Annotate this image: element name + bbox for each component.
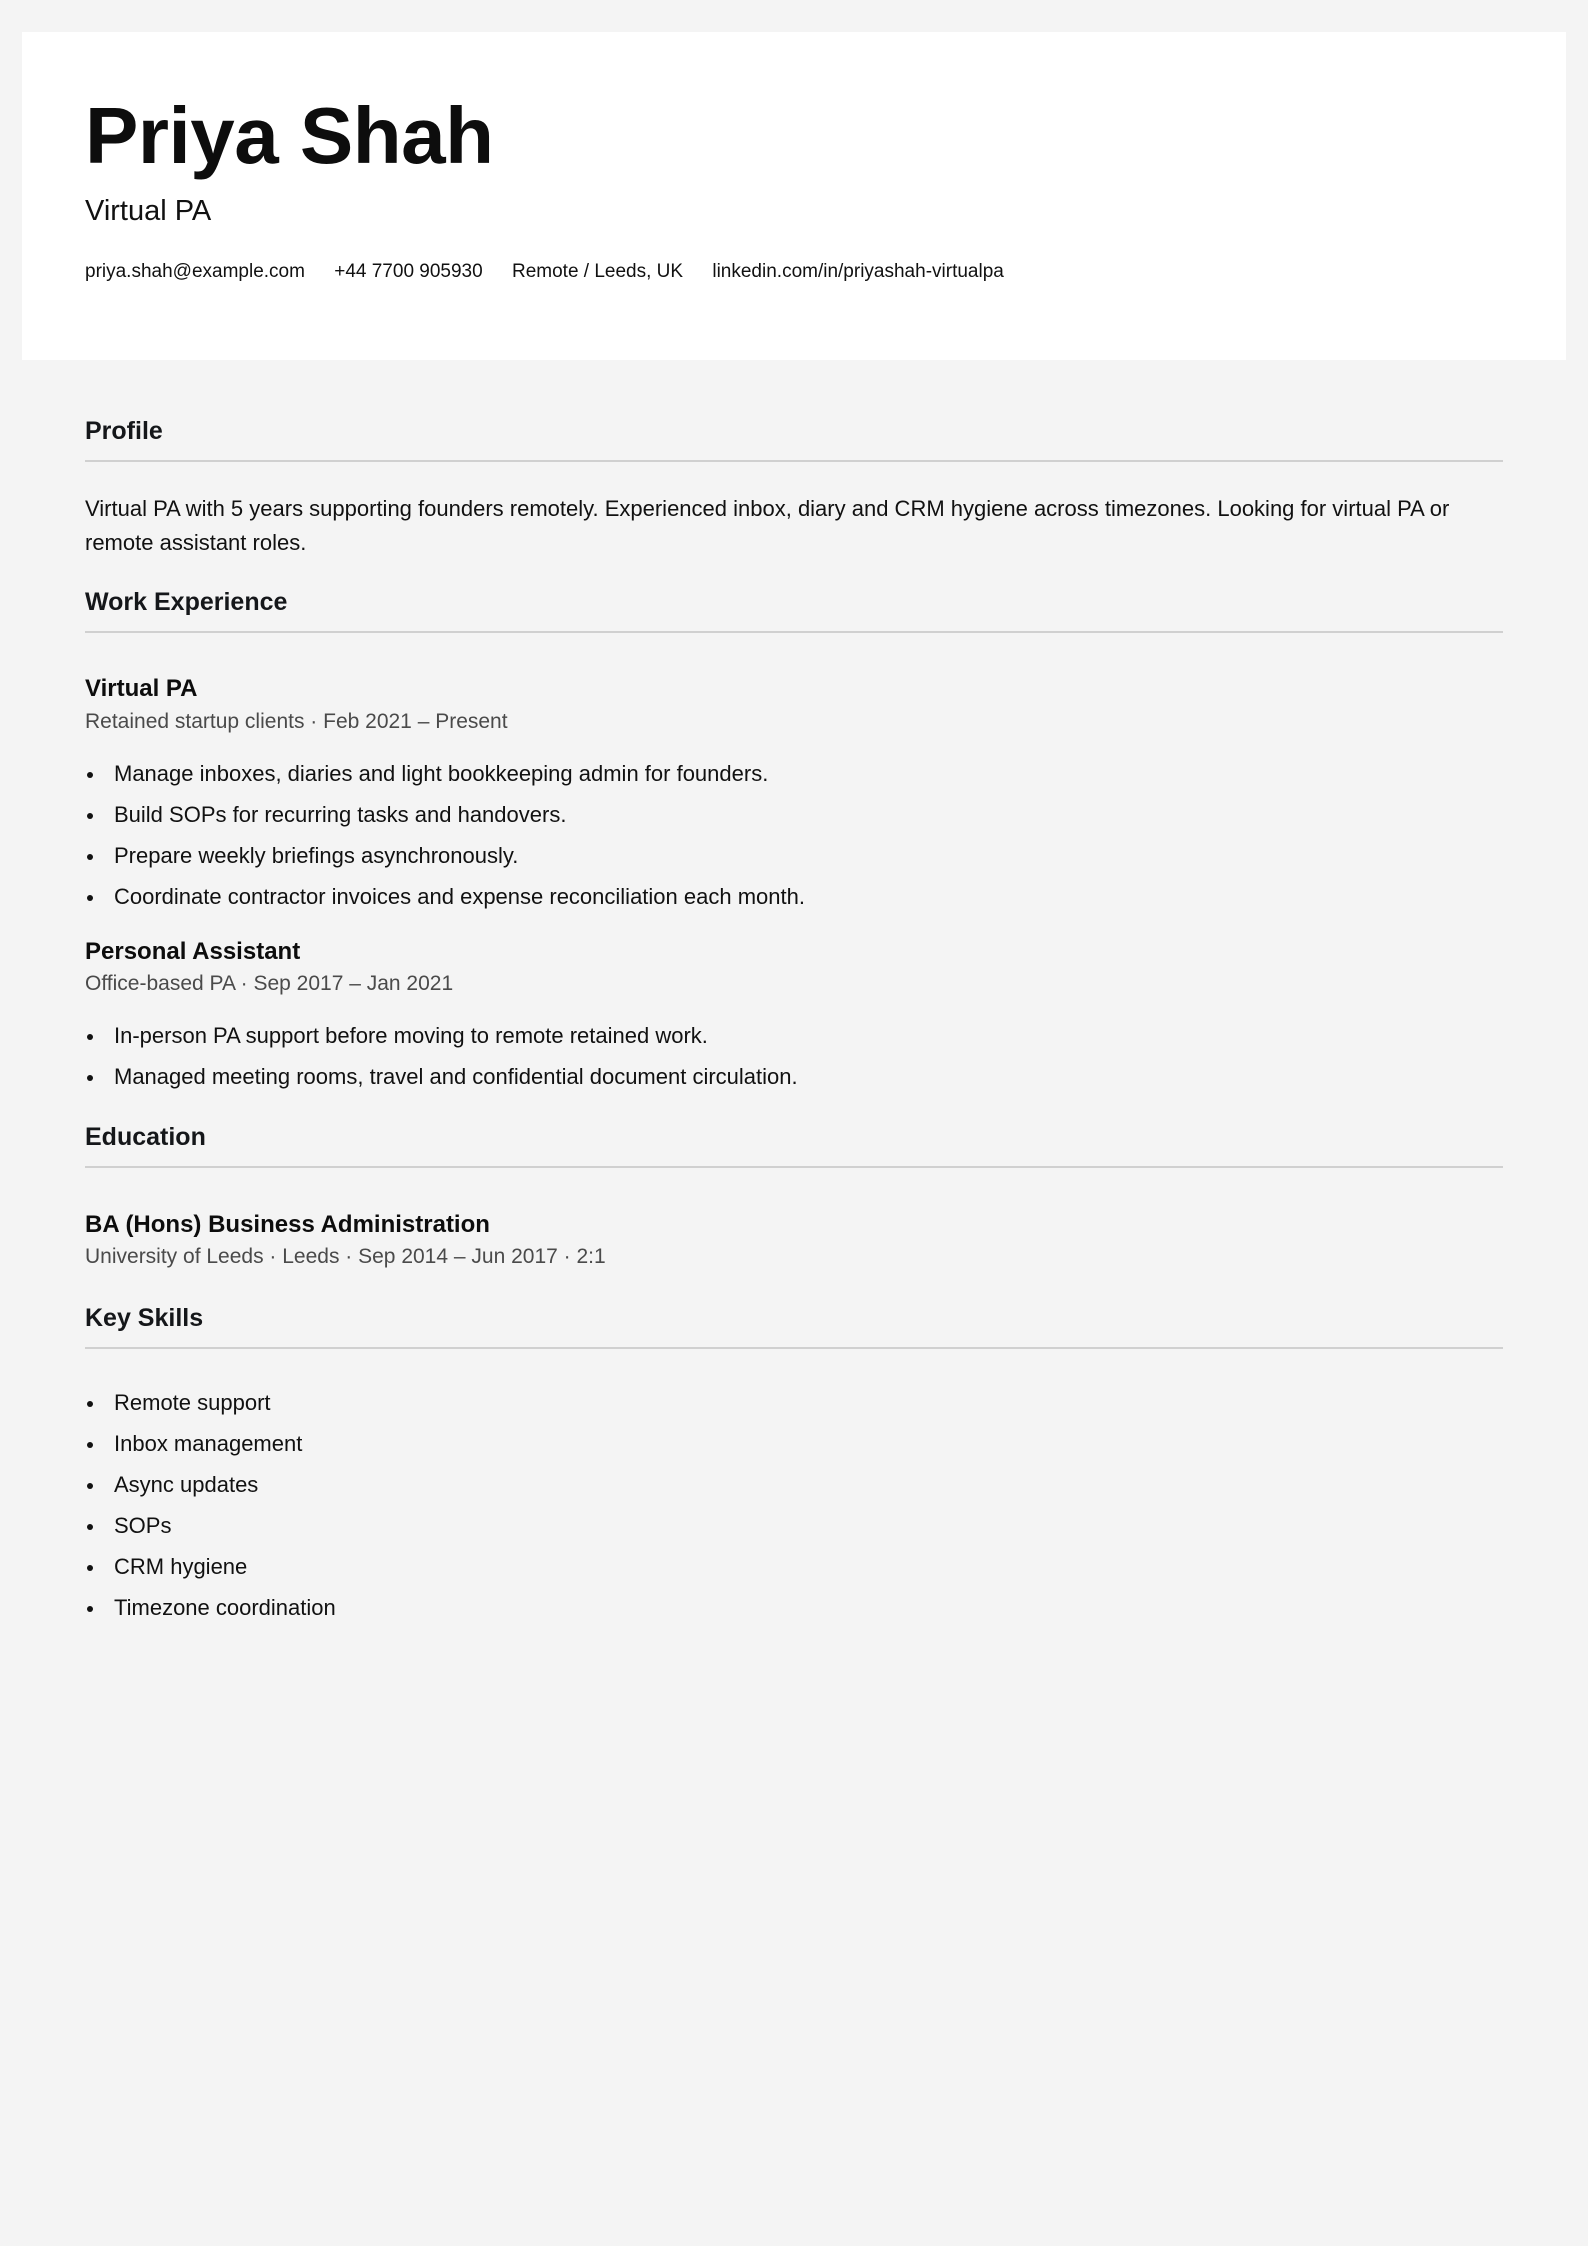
candidate-title: Virtual PA: [85, 195, 212, 227]
job-title: Personal Assistant: [85, 938, 301, 965]
job-bullet-list: [85, 757, 1485, 921]
section-heading-education: Education: [85, 1122, 1503, 1168]
education-meta: University of Leeds · Leeds · Sep 2014 – Jun 2017 · 2:1: [85, 1245, 606, 1268]
job-title: Virtual PA: [85, 675, 198, 702]
list-item: Remote support: [85, 1386, 1485, 1427]
resume-header: [22, 32, 1566, 360]
contact-linkedin: linkedin.com/in/priyashah-virtualpa: [712, 261, 1004, 282]
contact-phone: +44 7700 905930: [334, 261, 483, 282]
skills-list: [85, 1386, 1485, 1632]
list-item: Timezone coordination: [85, 1591, 1485, 1632]
list-item: SOPs: [85, 1509, 1485, 1550]
education-degree: BA (Hons) Business Administration: [85, 1211, 490, 1238]
section-heading-profile: Profile: [85, 416, 1503, 462]
list-item: In-person PA support before moving to remote retained work.: [85, 1019, 1485, 1060]
list-item: Manage inboxes, diaries and light bookkeeping admin for founders.: [85, 757, 1485, 798]
job-bullet-list: [85, 1019, 1485, 1101]
list-item: Managed meeting rooms, travel and confidential document circulation.: [85, 1060, 1485, 1101]
list-item: Prepare weekly briefings asynchronously.: [85, 839, 1485, 880]
section-heading-skills: Key Skills: [85, 1303, 1503, 1349]
job-meta: Office-based PA · Sep 2017 – Jan 2021: [85, 972, 454, 995]
contact-email: priya.shah@example.com: [85, 261, 305, 282]
list-item: Inbox management: [85, 1427, 1485, 1468]
candidate-name: Priya Shah: [85, 91, 494, 180]
job-meta: Retained startup clients · Feb 2021 – Present: [85, 710, 508, 733]
contact-details: [85, 260, 1004, 285]
contact-location: Remote / Leeds, UK: [511, 261, 684, 282]
list-item: Build SOPs for recurring tasks and handovers.: [85, 798, 1485, 839]
list-item: Async updates: [85, 1468, 1485, 1509]
list-item: CRM hygiene: [85, 1550, 1485, 1591]
profile-summary: Virtual PA with 5 years supporting founders remotely. Experienced inbox, diary and CRM hygiene across timezones. Looking for virtual PA or remote assistant roles.: [85, 496, 1450, 555]
list-item: Coordinate contractor invoices and expense reconciliation each month.: [85, 880, 1485, 921]
section-heading-experience: Work Experience: [85, 587, 1503, 633]
